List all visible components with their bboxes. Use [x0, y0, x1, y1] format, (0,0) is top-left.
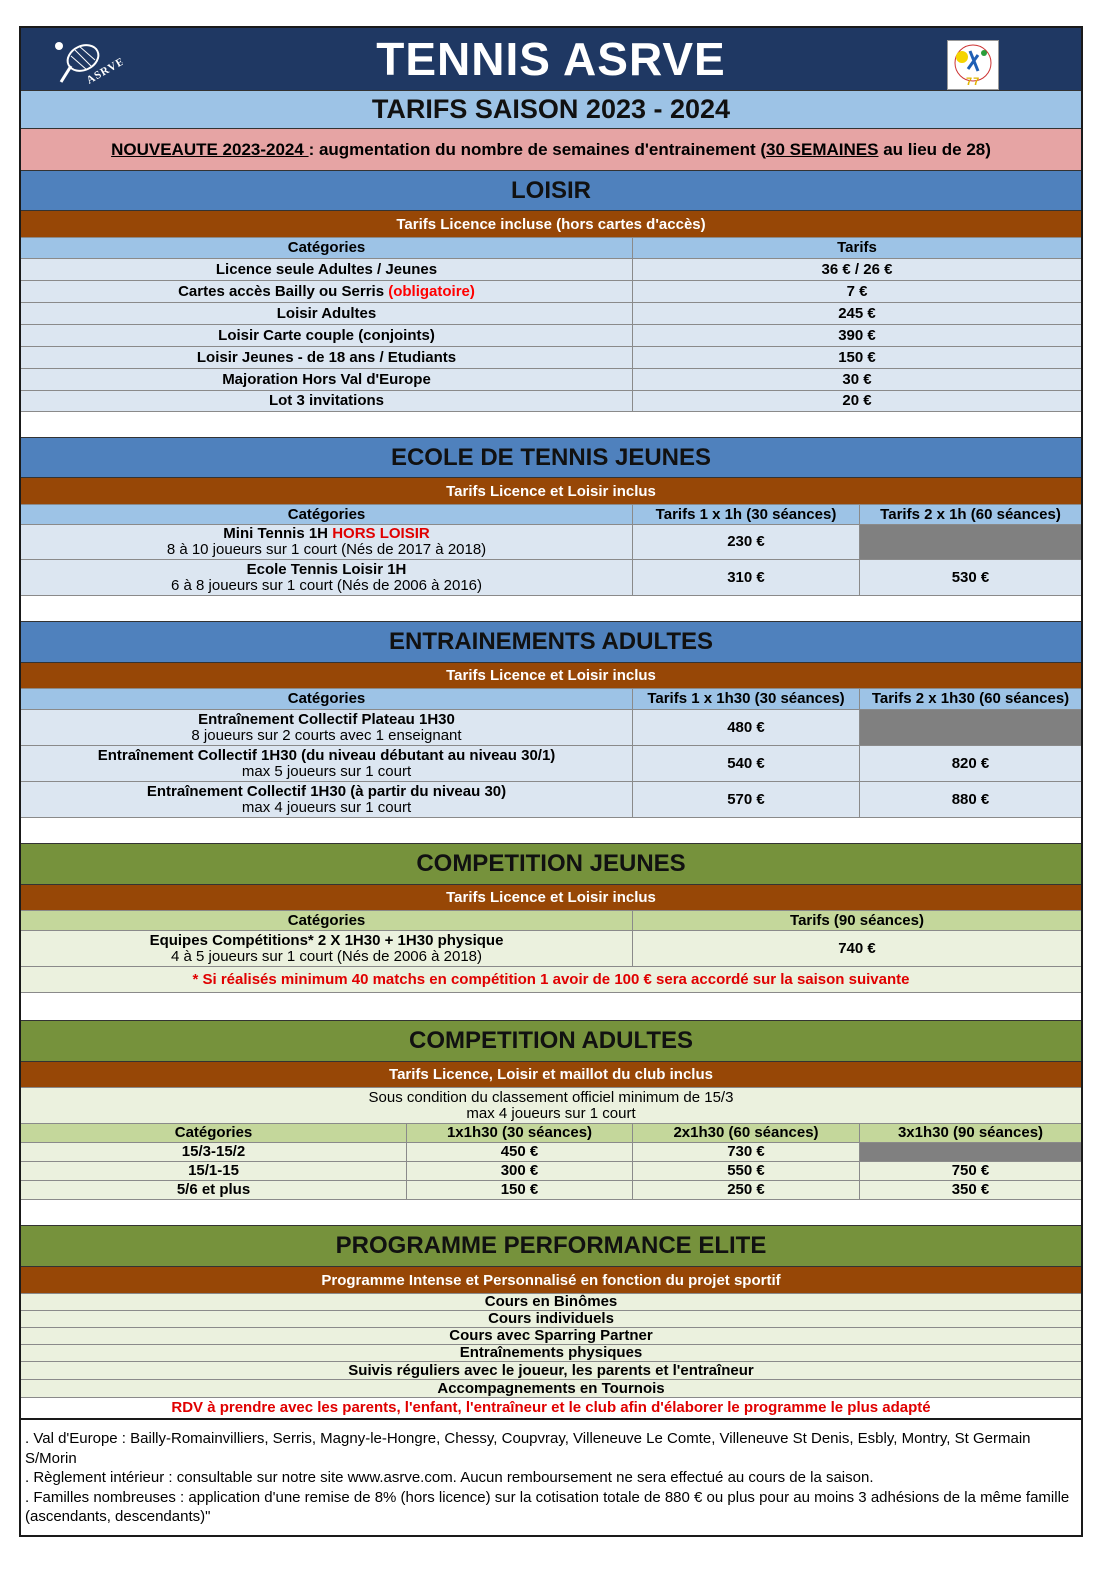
category-cell: Loisir Jeunes - de 18 ans / Etudiants	[196, 348, 457, 366]
col-tarifs-1: Tarifs 1 x 1h30 (30 séances)	[632, 689, 859, 709]
table-row	[21, 280, 1081, 302]
category-cell: 15/3-15/2	[181, 1143, 246, 1161]
price-cell: 550 €	[632, 1162, 859, 1180]
list-item: Suivis réguliers avec le joueur, les parents et l'entraîneur	[21, 1361, 1081, 1379]
price-cell: 7 €	[632, 281, 1081, 302]
price-cell: 880 €	[859, 782, 1081, 817]
loisir-subtitle: Tarifs Licence incluse (hors cartes d'accès)	[21, 210, 1081, 237]
adultes-title: ENTRAINEMENTS ADULTES	[21, 621, 1081, 662]
table-row	[21, 346, 1081, 368]
ecole-title: ECOLE DE TENNIS JEUNES	[21, 437, 1081, 477]
category-cell: Lot 3 invitations	[268, 392, 384, 410]
elite-title: PROGRAMME PERFORMANCE ELITE	[21, 1225, 1081, 1266]
competition-footnote: * Si réalisés minimum 40 matchs en compétition 1 avoir de 100 € sera accordé sur la saison suivante	[192, 970, 910, 988]
table-row	[21, 1180, 1081, 1199]
committee-logo	[947, 40, 999, 90]
col-1x: 1x1h30 (30 séances)	[406, 1124, 632, 1142]
comp-adultes-title: COMPETITION ADULTES	[21, 1020, 1081, 1061]
table-row	[21, 1161, 1081, 1180]
news-banner	[21, 128, 1081, 170]
category-cell: Licence seule Adultes / Jeunes	[215, 260, 438, 278]
category-detail: 8 à 10 joueurs sur 1 court (Nés de 2017 à 2018)	[166, 541, 487, 558]
comp-jeunes-subtitle: Tarifs Licence et Loisir inclus	[21, 884, 1081, 910]
price-cell: 150 €	[406, 1181, 632, 1199]
category-cell: Entraînement Collectif 1H30 (à partir du niveau 30) max 4 joueurs sur 1 court	[146, 782, 507, 816]
news-highlight: 30 SEMAINES	[766, 139, 879, 159]
condition-row	[21, 1087, 1081, 1123]
logo-text: ASRVE	[84, 55, 123, 87]
table-row	[21, 258, 1081, 280]
category-detail: max 5 joueurs sur 1 court	[241, 762, 412, 780]
condition-cell	[21, 1088, 1081, 1123]
adultes-subtitle: Tarifs Licence et Loisir inclus	[21, 662, 1081, 688]
footnote-row	[21, 966, 1081, 992]
price-cell: 310 €	[632, 560, 859, 595]
loisir-header-row	[21, 237, 1081, 258]
col-3x: 3x1h30 (90 séances)	[859, 1124, 1081, 1142]
news-text-after: au lieu de 28)	[878, 139, 991, 159]
table-row	[21, 559, 1081, 595]
col-tarifs-2: Tarifs 2 x 1h (60 séances)	[859, 505, 1081, 524]
list-item: Cours avec Sparring Partner	[21, 1327, 1081, 1344]
category-detail: 8 joueurs sur 2 courts avec 1 enseignant	[191, 726, 462, 744]
price-cell: 30 €	[632, 369, 1081, 390]
comp-jeunes-title: COMPETITION JEUNES	[21, 843, 1081, 884]
category-cell: Entraînement Collectif Plateau 1H30 8 joueurs sur 2 courts avec 1 enseignant	[191, 710, 462, 744]
news-label: NOUVEAUTE 2023-2024	[111, 139, 309, 159]
category-cell: Majoration Hors Val d'Europe	[222, 370, 431, 388]
season-title: TARIFS SAISON 2023 - 2024	[371, 94, 731, 124]
mandatory-note: (obligatoire)	[388, 282, 475, 300]
tariff-sheet	[19, 26, 1083, 1537]
table-row	[21, 524, 1081, 559]
ecole-subtitle: Tarifs Licence et Loisir inclus	[21, 477, 1081, 504]
category-detail: 4 à 5 joueurs sur 1 court (Nés de 2006 à 2018)	[170, 947, 483, 965]
comp-adultes-header-row	[21, 1123, 1081, 1142]
table-row	[21, 930, 1081, 966]
loisir-col-categories: Catégories	[287, 239, 366, 257]
note-reglement: . Règlement intérieur : consultable sur notre site www.asrve.com. Aucun remboursement ne sera effectué au cours de la saison.	[25, 1469, 874, 1486]
col-categories: Catégories	[287, 690, 366, 708]
price-cell: 245 €	[632, 303, 1081, 324]
list-item: Cours individuels	[21, 1310, 1081, 1327]
price-cell: 36 € / 26 €	[632, 259, 1081, 280]
category-cell: Equipes Compétitions* 2 X 1H30 + 1H30 physique 4 à 5 joueurs sur 1 court (Nés de 2006 à 2018)	[149, 931, 504, 965]
price-cell: 530 €	[859, 560, 1081, 595]
table-row	[21, 781, 1081, 817]
hors-loisir-note: HORS LOISIR	[332, 525, 430, 543]
table-row	[21, 302, 1081, 324]
season-banner	[21, 90, 1081, 128]
category-cell: Loisir Carte couple (conjoints)	[218, 326, 435, 344]
col-2x: 2x1h30 (60 séances)	[632, 1124, 859, 1142]
price-cell: 300 €	[406, 1162, 632, 1180]
page-title: TENNIS ASRVE	[376, 33, 726, 85]
spacer	[21, 992, 1081, 1021]
category-cell: 5/6 et plus	[176, 1181, 251, 1199]
price-cell: 570 €	[632, 782, 859, 817]
table-row	[21, 368, 1081, 390]
price-cell: 150 €	[632, 347, 1081, 368]
price-cell: 390 €	[632, 325, 1081, 346]
table-row	[21, 324, 1081, 346]
ecole-header-row	[21, 504, 1081, 524]
comp-adultes-subtitle: Tarifs Licence, Loisir et maillot du club inclus	[21, 1061, 1081, 1087]
price-cell: 740 €	[632, 931, 1081, 966]
logo-77-text: 77	[966, 76, 981, 88]
col-tarifs-2: Tarifs 2 x 1h30 (60 séances)	[859, 689, 1081, 709]
spacer	[21, 411, 1081, 438]
col-tarifs: Tarifs (90 séances)	[632, 911, 1081, 930]
price-cell: 750 €	[859, 1162, 1081, 1180]
col-categories: Catégories	[174, 1124, 253, 1142]
list-item: Cours en Binômes	[21, 1293, 1081, 1310]
category-cell: Ecole Tennis Loisir 1H 6 à 8 joueurs sur 1 court (Nés de 2006 à 2016)	[170, 560, 483, 594]
note-val-europe: . Val d'Europe : Bailly-Romainvilliers, Serris, Magny-le-Hongre, Chessy, Coupvray, Villeneuve Le Comte, Villeneuve St Denis, Esbly, Montry, St Germain S/Morin	[25, 1430, 1031, 1467]
col-categories: Catégories	[287, 505, 366, 523]
category-cell: Mini Tennis 1H HORS LOISIR 8 à 10 joueurs sur 1 court (Nés de 2017 à 2018)	[166, 525, 487, 558]
category-cell: Loisir Adultes	[276, 304, 377, 322]
elite-footnote-row	[21, 1397, 1081, 1418]
loisir-title: LOISIR	[21, 170, 1081, 210]
price-cell: 450 €	[406, 1143, 632, 1161]
col-tarifs-1: Tarifs 1 x 1h (30 séances)	[632, 505, 859, 524]
price-cell: 540 €	[632, 746, 859, 781]
price-cell: 20 €	[632, 391, 1081, 411]
empty-price-cell	[859, 525, 1081, 559]
note-familles: . Familles nombreuses : application d'une remise de 8% (hors licence) sur la cotisation totale de 880 € ou plus pour au moins 3 adhésions de la même famille (ascendants, descendants)"	[25, 1488, 1070, 1525]
price-cell: 480 €	[632, 710, 859, 745]
spacer	[21, 817, 1081, 844]
category-detail: 6 à 8 joueurs sur 1 court (Nés de 2006 à 2016)	[170, 576, 483, 594]
price-cell: 820 €	[859, 746, 1081, 781]
spacer	[21, 595, 1081, 622]
notes-section	[21, 1418, 1081, 1535]
price-cell: 230 €	[632, 525, 859, 559]
list-item: Entraînements physiques	[21, 1344, 1081, 1361]
spacer	[21, 1199, 1081, 1226]
loisir-col-tarifs: Tarifs	[632, 238, 1081, 258]
price-cell: 730 €	[632, 1143, 859, 1161]
category-cell: Entraînement Collectif 1H30 (du niveau débutant au niveau 30/1) max 5 joueurs sur 1 court	[97, 746, 556, 780]
elite-footnote: RDV à prendre avec les parents, l'enfant, l'entraîneur et le club afin d'élaborer le programme le plus adapté	[171, 1399, 931, 1417]
empty-price-cell	[859, 710, 1081, 745]
price-cell: 350 €	[859, 1181, 1081, 1199]
title-bar	[21, 28, 1081, 90]
list-item: Accompagnements en Tournois	[21, 1379, 1081, 1397]
comp-jeunes-header-row	[21, 910, 1081, 930]
condition-line-1: Sous condition du classement officiel minimum de 15/3	[368, 1088, 734, 1106]
col-categories: Catégories	[287, 911, 366, 929]
category-cell: Cartes accès Bailly ou Serris (obligatoire)	[178, 282, 475, 300]
price-cell: 250 €	[632, 1181, 859, 1199]
news-text-before: : augmentation du nombre de semaines d'entrainement (	[308, 139, 767, 159]
category-cell: 15/1-15	[188, 1162, 239, 1180]
empty-price-cell	[859, 1143, 1081, 1161]
adultes-header-row	[21, 688, 1081, 709]
table-row	[21, 745, 1081, 781]
table-row	[21, 1142, 1081, 1161]
asrve-logo	[49, 38, 123, 88]
condition-line-2: max 4 joueurs sur 1 court	[466, 1104, 636, 1122]
table-row	[21, 390, 1081, 411]
elite-subtitle: Programme Intense et Personnalisé en fonction du projet sportif	[21, 1266, 1081, 1293]
table-row	[21, 709, 1081, 745]
category-detail: max 4 joueurs sur 1 court	[241, 798, 412, 816]
